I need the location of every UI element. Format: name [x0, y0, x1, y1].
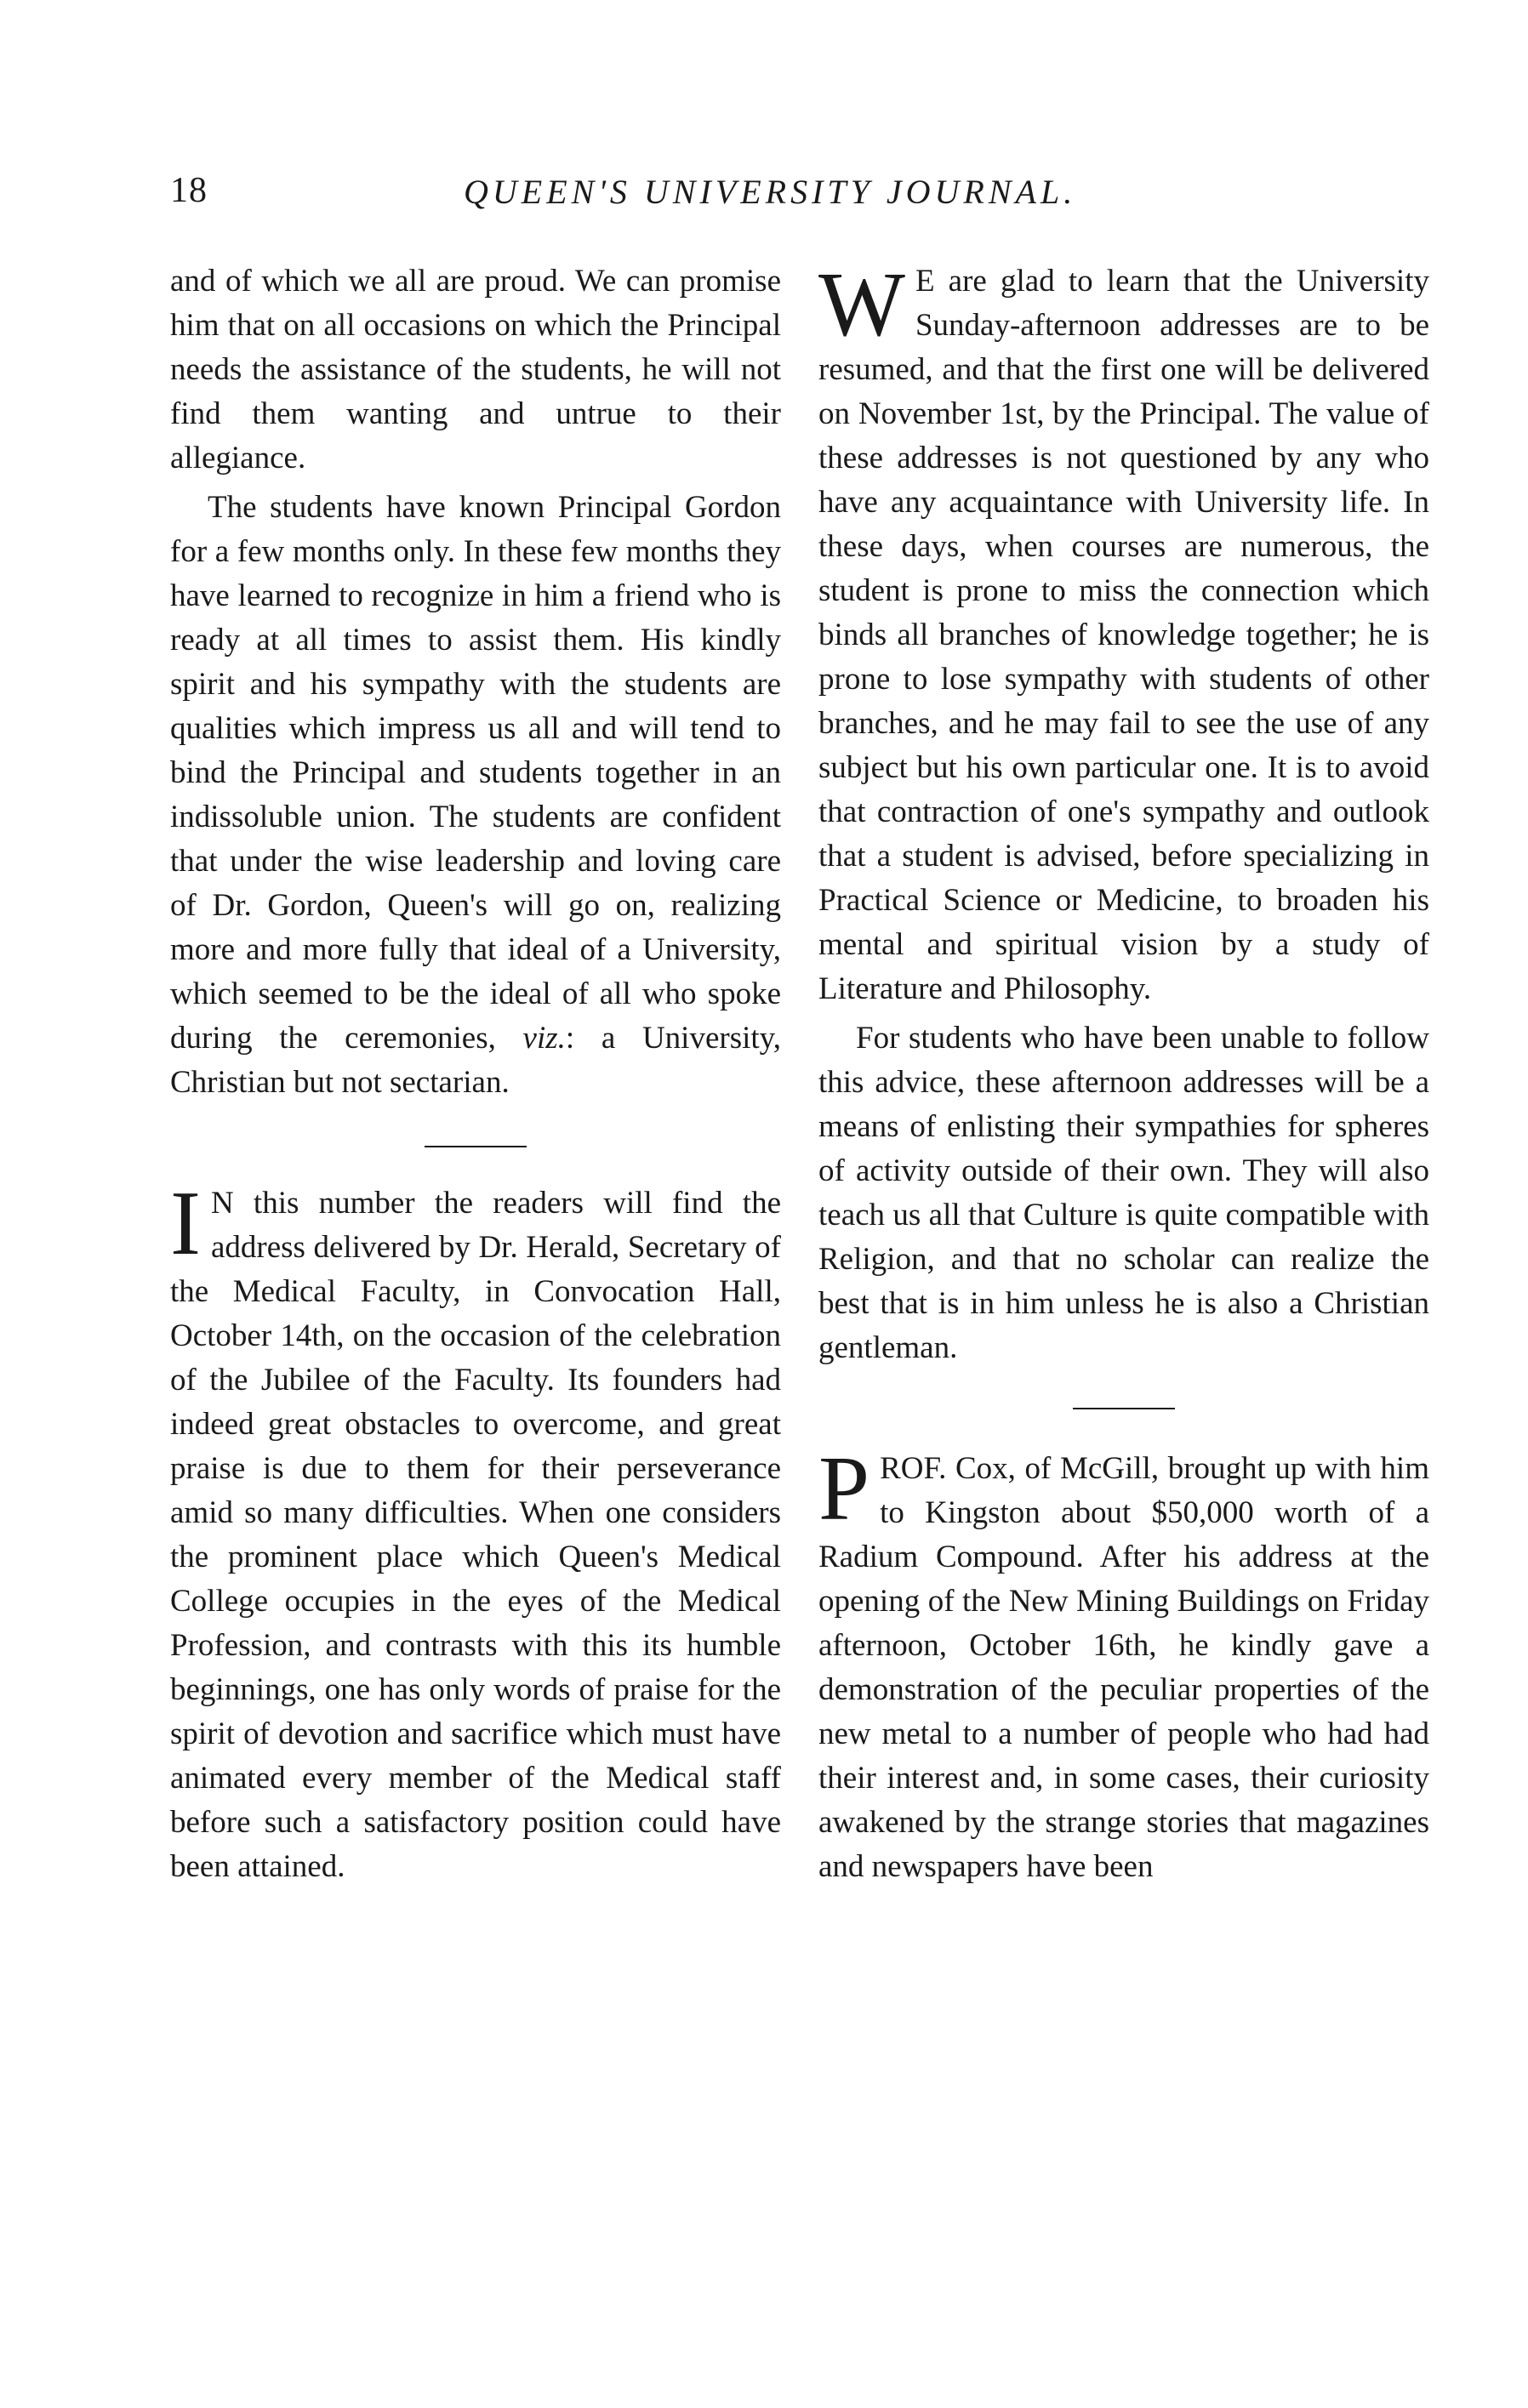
paragraph-text: are glad to learn that the University Sunday-afternoon addresses are to be resumed, and that the first one will be delivered on November 1st, by the Principal. The value of these addresses is not questioned by any who have any acquaintance with University life. In these days, when courses are numerous, the student is prone to miss the connection which binds all branches of knowledge together; he is prone to lose sympathy with students of other branches, and he may fail to see the use of any subject but his own particular one. It is to avoid that contraction of one's sympathy and outlook that a student is advised, before specializing in Practical Science or Medicine, to broaden his mental and spiritual vision by a study of Literature and Philosophy.: [818, 264, 1429, 1006]
paragraph-medical-jubilee: [170, 1173, 781, 1889]
paragraph-text: : a University, Christian but not sectarian.: [170, 1021, 781, 1100]
paragraph-principal-gordon: [170, 486, 781, 1105]
paragraph-text: The students have known Principal Gordon for a few months only. In these few months they have learned to recognize in him a friend who is ready at all times to assist them. His kindly spirit and his sympathy with the students are qualities which impress us all and will tend to bind the Principal and students together in an indissoluble union. The students are confident that under the wise leadership and loving care of Dr. Gordon, Queen's will go on, realizing more and more fully that ideal of a University, which seemed to be the ideal of all who spoke during the ceremonies,: [170, 490, 781, 1056]
journal-title: QUEEN'S UNIVERSITY JOURNAL.: [464, 173, 1077, 211]
paragraph-radium: [818, 1438, 1429, 1889]
paragraph-continuation: and of which we all are proud. We can promise him that on all occasions on which the Principal needs the assistance of the students, he will not find them wanting and untrue to their allegiance.: [170, 264, 781, 475]
paragraph-afternoon-addresses: For students who have been unable to follow this advice, these afternoon addresses will be a means of enlisting their sympathies for spheres of activity outside of their own. They will also teach us all that Culture is quite compatible with Religion, and that no scholar can realize the best that is in him unless he is also a Christian gentleman.: [818, 1021, 1429, 1365]
lead-word: N: [210, 1186, 234, 1221]
drop-cap-letter: W: [818, 254, 905, 356]
page-number: 18: [170, 171, 208, 210]
right-column: [818, 254, 1429, 1889]
drop-cap-letter: I: [170, 1173, 201, 1274]
section-divider: [425, 1146, 527, 1147]
section-divider: [1073, 1408, 1175, 1409]
paragraph-sunday-addresses: [818, 254, 1429, 1011]
page-header: [0, 170, 1528, 221]
paragraph-text: Cox, of McGill, brought up with him to Kingston about $50,000 worth of a Radium Compound. After his address at the opening of the New Mining Buildings on Friday afternoon, October 16th, he kindly gave a demonstration of the peculiar properties of the new metal to a number of people who had had their interest and, in some cases, their curiosity awakened by the strange stories that magazines and newspapers have been: [818, 1451, 1429, 1884]
viz-abbreviation: viz.: [522, 1021, 566, 1056]
paragraph-text: this number the readers will find the address delivered by Dr. Herald, Secretary of the Medical Faculty, in Convocation Hall, October 14th, on the occasion of the celebration of the Jubilee of the Faculty. Its founders had indeed great obstacles to overcome, and great praise is due to them for their perseverance amid so many difficulties. When one considers the prominent place which Queen's Medical College occupies in the eyes of the Medical Profession, and contrasts with this its humble beginnings, one has only words of praise for the spirit of devotion and sacrifice which must have animated every member of the Medical staff before such a satisfactory position could have been attained.: [170, 1186, 781, 1884]
lead-word: ROF.: [880, 1451, 947, 1486]
lead-word: E: [915, 264, 935, 299]
left-column: [170, 259, 781, 1889]
drop-cap-letter: P: [818, 1438, 870, 1540]
